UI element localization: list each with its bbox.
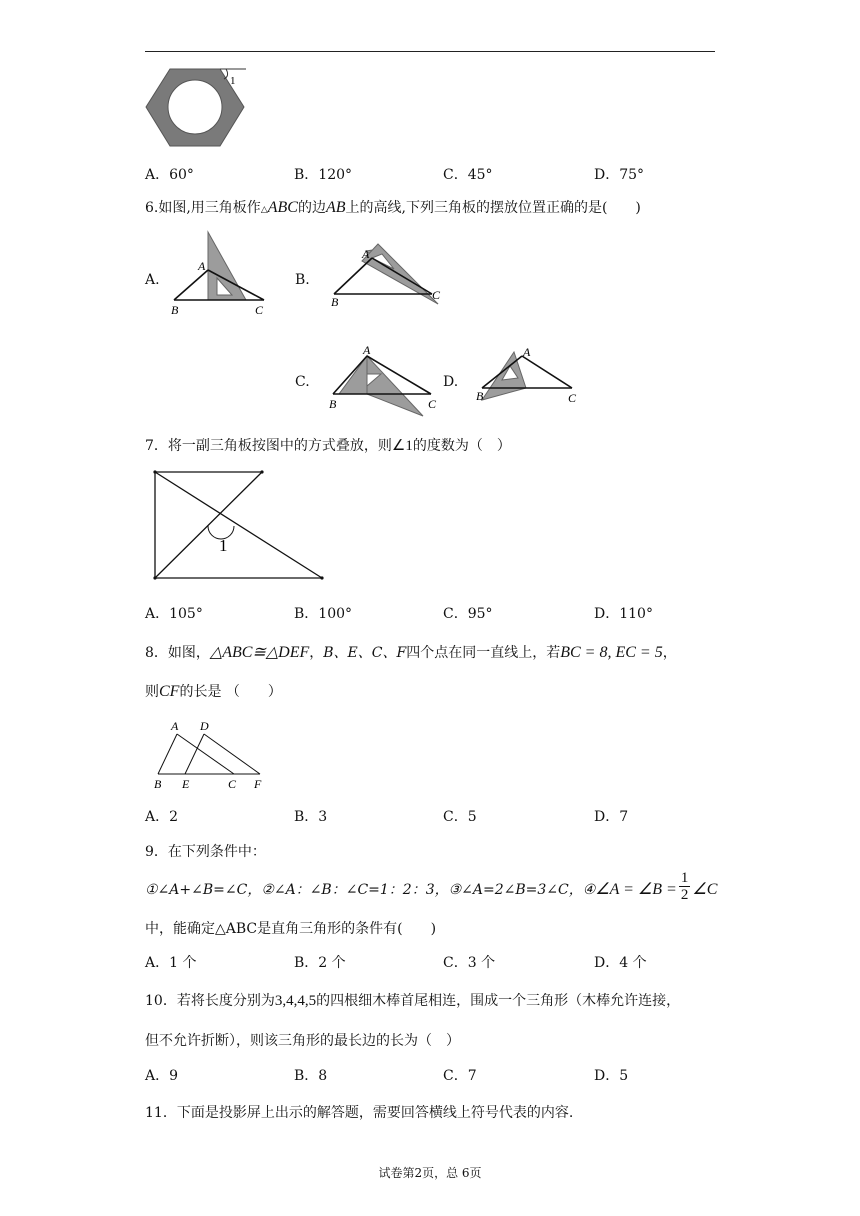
svg-text:E: E [182,777,190,791]
svg-text:B: B [154,777,162,791]
q10-option-b: B．8 [294,1068,328,1084]
header-rule [145,51,715,52]
q7-stem: 7．将一副三角板按图中的方式叠放，则∠1的度数为（ ） [145,438,511,454]
svg-text:C: C [228,777,237,791]
q8-congruent-triangles-figure [150,716,268,792]
q9-question-line: 中，能确定△ABC是直角三角形的条件有( ) [145,921,437,937]
q8-option-d: D．7 [594,809,629,825]
svg-text:F: F [254,777,262,791]
q6-figure-c [325,342,445,418]
q6-figure-b [326,236,456,316]
q9-conditions: ①∠A+∠B=∠C，②∠A：∠B：∠C=1：2：3，③∠A=2∠B=3∠C，④∠A = ∠B = $\frac{1}{2}$ ∠C [145,870,718,903]
q9-option-c: C．3 个 [443,955,496,971]
svg-text:D: D [200,719,209,733]
q6-option-b-letter: B. [295,272,310,288]
q8-stem-line1: 8．如图，△ABC≅△DEF，B、E、C、F四个点在同一直线上，若BC = 8, EC = 5， [145,644,677,661]
q6-figure-d [474,344,584,410]
q5-option-a: A．60° [145,167,194,183]
svg-text:C: C [432,288,441,302]
svg-text:B: B [476,389,484,403]
q5-option-d: D．75° [594,167,645,183]
q6-option-d-letter: D. [443,374,459,390]
q10-stem-line1: 10．若将长度分别为3,4,4,5的四根细木棒首尾相连，围成一个三角形（木棒允许连接， [145,993,681,1009]
q11-stem: 11．下面是投影屏上出示的解答题，需要回答横线上符号代表的内容. [145,1105,574,1121]
svg-text:C: C [255,303,264,317]
svg-text:B: B [331,295,339,309]
fraction-denominator: 2 [680,887,689,903]
svg-text:A: A [362,247,370,261]
q6-stem: 6.如图,用三角板作△ABC的边AB上的高线,下列三角板的摆放位置正确的是( ) [145,199,641,216]
nut-hole [168,80,222,134]
q7-option-a: A．105° [145,606,203,622]
svg-text:C: C [568,391,577,405]
q9-stem: 9．在下列条件中： [145,844,266,860]
svg-text:B: B [171,303,179,317]
q6-option-c-letter: C. [295,374,310,390]
q7-option-c: C．95° [443,606,493,622]
q7-option-b: B．100° [294,606,353,622]
svg-text:A: A [198,259,206,273]
page-footer: 试卷第2页，总 6页 [378,1166,482,1180]
q9-option-b: B．2 个 [294,955,346,971]
angle-1-label: 1 [230,75,236,87]
svg-text:A: A [171,719,179,733]
q7-option-d: D．110° [594,606,653,622]
q9-option-d: D．4 个 [594,955,647,971]
hexagon-nut-figure [142,66,252,150]
svg-text:C: C [428,397,437,411]
q8-option-a: A．2 [145,809,179,825]
q7-triangles-figure [148,468,330,584]
q10-option-c: C．7 [443,1068,477,1084]
q8-stem-line2: 则CF的长是 （ ） [145,683,282,700]
svg-text:B: B [329,397,337,411]
q6-option-a-letter: A. [145,272,160,288]
fraction-numerator: 1 [680,870,689,886]
angle-1-label: 1 [219,536,228,555]
q8-option-c: C．5 [443,809,477,825]
q10-option-a: A．9 [145,1068,179,1084]
q10-option-d: D．5 [594,1068,629,1084]
q8-option-b: B．3 [294,809,328,825]
svg-text:A: A [523,345,531,359]
q6-figure-a [168,228,268,318]
q9-option-a: A．1 个 [145,955,197,971]
svg-text:A: A [363,343,371,357]
q5-option-c: C．45° [443,167,493,183]
q10-stem-line2: 但不允许折断），则该三角形的最长边的长为（ ） [145,1033,460,1049]
q5-option-b: B．120° [294,167,353,183]
